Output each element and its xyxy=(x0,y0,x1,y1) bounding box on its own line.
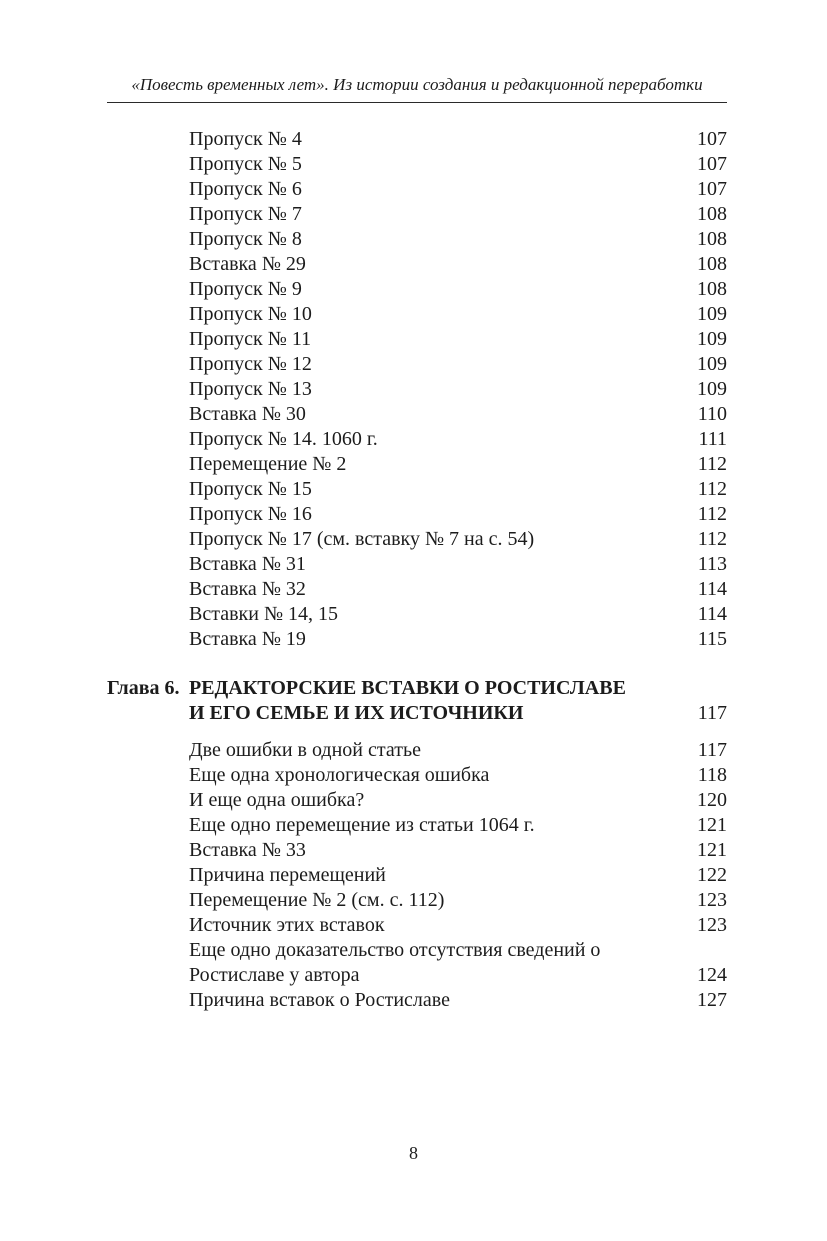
toc-entry-title: Причина вставок о Ростиславе xyxy=(189,989,450,1011)
toc-entry-title: Пропуск № 8 xyxy=(189,228,302,250)
toc-entry-page: 108 xyxy=(697,278,727,300)
toc-entry-page: 109 xyxy=(697,378,727,400)
toc-entry-page: 121 xyxy=(697,839,727,861)
toc-entry-title: Пропуск № 12 xyxy=(189,353,312,375)
toc-entry-page: 108 xyxy=(697,253,727,275)
toc-entry-title: Пропуск № 13 xyxy=(189,378,312,400)
toc-entry-title: Вставка № 32 xyxy=(189,578,306,600)
toc-entry xyxy=(189,888,727,913)
toc-entry-title: Пропуск № 6 xyxy=(189,178,302,200)
toc-entry-title: Вставка № 19 xyxy=(189,628,306,650)
toc-entry-title: Пропуск № 9 xyxy=(189,278,302,300)
toc-entry-page: 108 xyxy=(697,203,727,225)
header-rule xyxy=(107,102,727,103)
toc-entry-title: Вставка № 31 xyxy=(189,553,306,575)
toc-entry-page: 115 xyxy=(697,628,727,650)
toc-entry-title: Пропуск № 5 xyxy=(189,153,302,175)
toc-entry-title: Еще одно перемещение из статьи 1064 г. xyxy=(189,814,535,836)
toc-entry-page: 114 xyxy=(697,603,727,625)
toc-entry-page: 109 xyxy=(697,328,727,350)
toc-entry xyxy=(189,552,727,577)
toc-entry-page: 107 xyxy=(697,153,727,175)
toc-entry xyxy=(189,913,727,938)
toc-entry-page: 123 xyxy=(697,914,727,936)
toc-entry xyxy=(189,452,727,477)
toc-entry-title: Вставки № 14, 15 xyxy=(189,603,339,625)
toc-entry-page: 123 xyxy=(697,889,727,911)
toc-entry-page: 109 xyxy=(697,353,727,375)
toc-entry xyxy=(189,427,727,452)
toc-entry-title: Причина перемещений xyxy=(189,864,386,886)
toc-entry-page: 120 xyxy=(697,789,727,811)
toc-entry-page: 127 xyxy=(697,989,727,1011)
toc-entry-page: 113 xyxy=(697,553,727,575)
toc-entry xyxy=(189,377,727,402)
toc-entry-title: Пропуск № 7 xyxy=(189,203,302,225)
toc-entry-page: 107 xyxy=(697,128,727,150)
toc-entry-page: 111 xyxy=(698,428,727,450)
toc-entry-title: Пропуск № 10 xyxy=(189,303,312,325)
toc-entry-page: 117 xyxy=(697,739,727,761)
toc-entry xyxy=(189,402,727,427)
toc-entry-title: Пропуск № 14. 1060 г. xyxy=(189,428,378,450)
toc-entry xyxy=(189,527,727,552)
toc-entry-title: Пропуск № 4 xyxy=(189,128,302,150)
toc-entry xyxy=(189,577,727,602)
toc-entry-title: Вставка № 33 xyxy=(189,839,306,861)
chapter-title-line-2: И ЕГО СЕМЬЕ И ИХ ИСТОЧНИКИ xyxy=(189,702,524,724)
chapter-title xyxy=(189,676,626,726)
toc-entry-page: 118 xyxy=(697,764,727,786)
toc-entry-title: Вставка № 30 xyxy=(189,403,306,425)
toc-entry-page: 122 xyxy=(697,864,727,886)
toc-entry-title: И еще одна ошибка? xyxy=(189,789,365,811)
page-number: 8 xyxy=(409,1143,418,1163)
toc-entry xyxy=(189,277,727,302)
toc-entry-title: Еще одна хронологическая ошибка xyxy=(189,764,490,786)
toc-entry-page: 109 xyxy=(697,303,727,325)
toc-entry-title: Перемещение № 2 (см. с. 112) xyxy=(189,889,445,911)
toc-entry xyxy=(189,477,727,502)
chapter-label: Глава 6. xyxy=(107,677,180,699)
toc-entry-title: Пропуск № 17 (см. вставку № 7 на с. 54) xyxy=(189,528,535,550)
toc-entry-page: 112 xyxy=(697,503,727,525)
toc-entry xyxy=(189,302,727,327)
toc-entry-page: 124 xyxy=(697,964,727,986)
toc-entry xyxy=(189,352,727,377)
toc-entry-page: 112 xyxy=(697,453,727,475)
toc-entry xyxy=(189,863,727,888)
toc-entry-page: 112 xyxy=(697,478,727,500)
toc-entry-page: 112 xyxy=(697,528,727,550)
toc-entry xyxy=(189,227,727,252)
chapter-heading xyxy=(107,676,727,728)
toc-entry xyxy=(189,788,727,813)
toc-entry-title: Две ошибки в одной статье xyxy=(189,739,421,761)
toc-entry-page: 107 xyxy=(697,178,727,200)
toc-entry xyxy=(189,252,727,277)
toc-entry xyxy=(189,813,727,838)
toc-entry xyxy=(189,763,727,788)
toc-entry xyxy=(189,177,727,202)
toc-entry xyxy=(189,152,727,177)
toc-entry xyxy=(189,838,727,863)
toc-entry xyxy=(189,327,727,352)
toc-entry xyxy=(189,127,727,152)
toc-entry xyxy=(189,988,727,1013)
toc-entry-title: Пропуск № 16 xyxy=(189,503,312,525)
toc-entry xyxy=(189,502,727,527)
toc-entry xyxy=(189,738,727,763)
toc-entry-title: Пропуск № 15 xyxy=(189,478,312,500)
toc-entry-page: 110 xyxy=(697,403,727,425)
toc-entry-page: 114 xyxy=(697,578,727,600)
running-header: «Повесть временных лет». Из истории создания и редакционной переработки xyxy=(131,75,703,94)
toc-entry-title: Источник этих вставок xyxy=(189,914,385,936)
toc-entry xyxy=(189,627,727,652)
toc-entry-title: Вставка № 29 xyxy=(189,253,306,275)
toc-entry-page: 121 xyxy=(697,814,727,836)
toc-entry-title: Перемещение № 2 xyxy=(189,453,347,475)
toc-entry-title: Пропуск № 11 xyxy=(189,328,312,350)
chapter-title-line-1: РЕДАКТОРСКИЕ ВСТАВКИ О РОСТИСЛАВЕ xyxy=(189,677,626,699)
toc-entry xyxy=(189,202,727,227)
toc-entry-page: 108 xyxy=(697,228,727,250)
toc-entry xyxy=(189,938,727,988)
toc-entry-title: Еще одно доказательство отсутствия сведений о Ростиславе у автора xyxy=(189,939,601,986)
toc-entry xyxy=(189,602,727,627)
chapter-page: 117 xyxy=(697,702,727,724)
